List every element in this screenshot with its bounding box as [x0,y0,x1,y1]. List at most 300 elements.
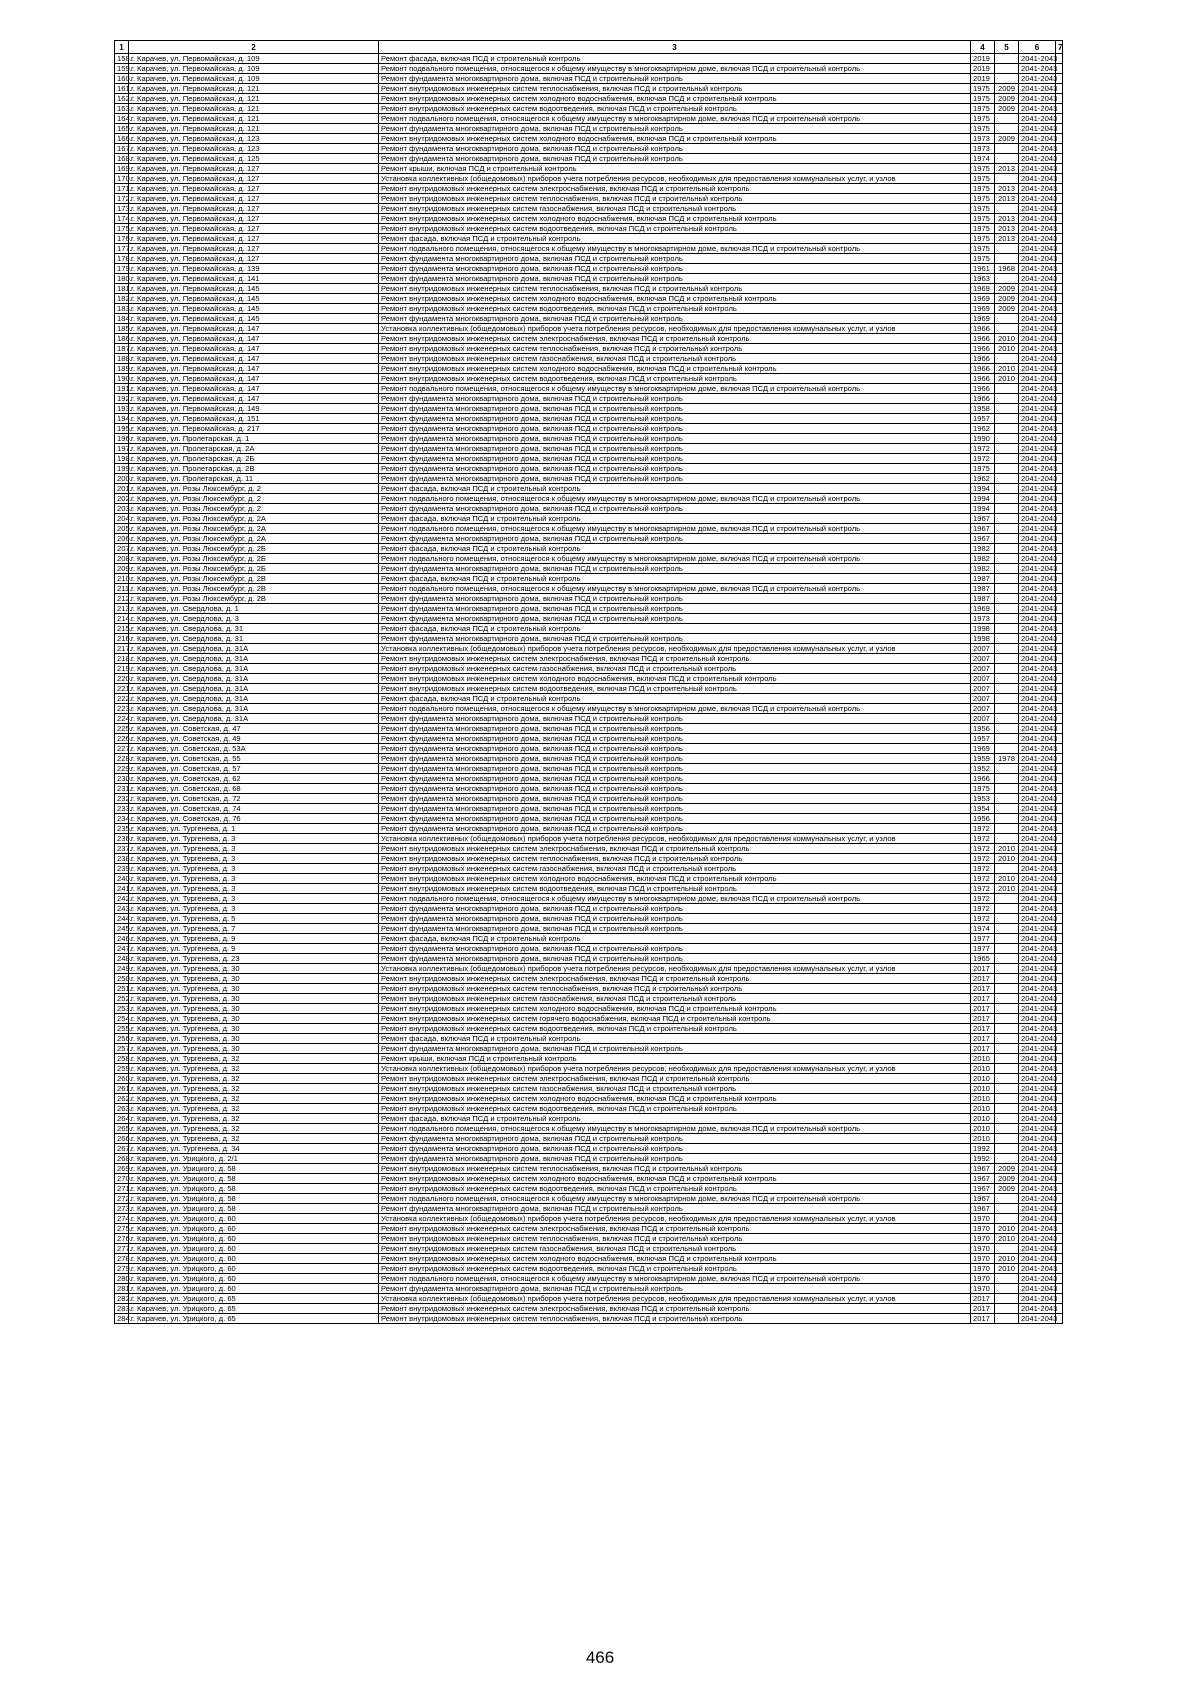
build-year-cell: 1966 [971,344,995,354]
table-row [115,844,1063,854]
address-cell: г. Карачев, ул. Пролетарская, д. 1 [129,434,379,444]
row-number-cell: 233. [115,804,129,814]
build-year-cell: 1975 [971,124,995,134]
row-number-cell: 174. [115,214,129,224]
address-cell: г. Карачев, ул. Первомайская, д. 147 [129,334,379,344]
planned-period-cell: 2041-2043 [1019,654,1056,664]
build-year-cell: 2007 [971,644,995,654]
planned-period-cell: 2041-2043 [1019,264,1056,274]
row-number-cell: 217. [115,644,129,654]
work-description-cell: Ремонт внутридомовых инженерных систем холодного водоснабжения, включая ПСД и строительный контроль [379,214,971,224]
planned-period-cell: 2041-2043 [1019,1284,1056,1294]
row-number-cell: 260. [115,1074,129,1084]
build-year-cell: 2017 [971,1304,995,1314]
work-description-cell: Ремонт фундамента многоквартирного дома, включая ПСД и строительный контроль [379,1144,971,1154]
last-repair-year-cell [995,764,1019,774]
planned-period-cell: 2041-2043 [1019,1034,1056,1044]
last-repair-year-cell [995,724,1019,734]
row-number-cell: 169. [115,164,129,174]
address-cell: г. Карачев, ул. Первомайская, д. 139 [129,264,379,274]
address-cell: г. Карачев, ул. Первомайская, д. 127 [129,244,379,254]
address-cell: г. Карачев, ул. Урицкого, д. 60 [129,1234,379,1244]
last-repair-year-cell [995,404,1019,414]
address-cell: г. Карачев, ул. Первомайская, д. 123 [129,144,379,154]
planned-period-cell: 2041-2043 [1019,314,1056,324]
address-cell: г. Карачев, ул. Первомайская, д. 127 [129,234,379,244]
build-year-cell: 1975 [971,114,995,124]
address-cell: г. Карачев, ул. Тургенева, д. 5 [129,914,379,924]
address-cell: г. Карачев, ул. Тургенева, д. 3 [129,834,379,844]
row-number-cell: 188. [115,354,129,364]
table-row [115,704,1063,714]
row-number-cell: 253. [115,1004,129,1014]
build-year-cell: 1954 [971,804,995,814]
work-description-cell: Ремонт фундамента многоквартирного дома, включая ПСД и строительный контроль [379,944,971,954]
work-description-cell: Ремонт внутридомовых инженерных систем теплоснабжения, включая ПСД и строительный контроль [379,84,971,94]
build-year-cell: 2017 [971,1034,995,1044]
build-year-cell: 1972 [971,834,995,844]
address-cell: г. Карачев, ул. Советская, д. 68 [129,784,379,794]
row-number-cell: 248. [115,954,129,964]
planned-period-cell: 2041-2043 [1019,1114,1056,1124]
build-year-cell: 1970 [971,1284,995,1294]
address-cell: г. Карачев, ул. Урицкого, д. 58 [129,1174,379,1184]
planned-period-cell: 2041-2043 [1019,864,1056,874]
planned-period-cell: 2041-2043 [1019,554,1056,564]
build-year-cell: 1965 [971,954,995,964]
last-repair-year-cell: 2009 [995,94,1019,104]
address-cell: г. Карачев, ул. Первомайская, д. 127 [129,224,379,234]
row-number-cell: 197. [115,444,129,454]
table-row [115,54,1063,64]
row-number-cell: 251. [115,984,129,994]
row-number-cell: 213. [115,604,129,614]
row-number-cell: 238. [115,854,129,864]
last-repair-year-cell [995,454,1019,464]
build-year-cell: 1975 [971,104,995,114]
work-description-cell: Ремонт фундамента многоквартирного дома, включая ПСД и строительный контроль [379,774,971,784]
address-cell: г. Карачев, ул. Тургенева, д. 3 [129,844,379,854]
build-year-cell: 1992 [971,1154,995,1164]
row-number-cell: 166. [115,134,129,144]
last-repair-year-cell: 2010 [995,1254,1019,1264]
build-year-cell: 1987 [971,584,995,594]
planned-period-cell: 2041-2043 [1019,1104,1056,1114]
row-number-cell: 227. [115,744,129,754]
address-cell: г. Карачев, ул. Тургенева, д. 3 [129,894,379,904]
work-description-cell: Ремонт фундамента многоквартирного дома, включая ПСД и строительный контроль [379,954,971,964]
work-description-cell: Ремонт внутридомовых инженерных систем газоснабжения, включая ПСД и строительный контроль [379,1084,971,1094]
address-cell: г. Карачев, ул. Первомайская, д. 121 [129,94,379,104]
planned-period-cell: 2041-2043 [1019,444,1056,454]
table-row [115,564,1063,574]
row-number-cell: 276. [115,1234,129,1244]
row-number-cell: 175. [115,224,129,234]
work-description-cell: Ремонт подвального помещения, относящегося к общему имуществу в многоквартирном доме, включая ПСД и строительный контроль [379,1194,971,1204]
work-description-cell: Ремонт фундамента многоквартирного дома, включая ПСД и строительный контроль [379,724,971,734]
work-description-cell: Ремонт фундамента многоквартирного дома, включая ПСД и строительный контроль [379,314,971,324]
last-repair-year-cell [995,1124,1019,1134]
address-cell: г. Карачев, ул. Первомайская, д. 145 [129,284,379,294]
planned-period-cell: 2041-2043 [1019,84,1056,94]
table-row [115,1264,1063,1274]
build-year-cell: 2019 [971,64,995,74]
row-number-cell: 228. [115,754,129,764]
table-row [115,1314,1063,1324]
planned-period-cell: 2041-2043 [1019,914,1056,924]
row-number-cell: 278. [115,1254,129,1264]
build-year-cell: 2007 [971,714,995,724]
build-year-cell: 1977 [971,944,995,954]
last-repair-year-cell: 2010 [995,854,1019,864]
build-year-cell: 1957 [971,414,995,424]
work-description-cell: Ремонт внутридомовых инженерных систем теплоснабжения, включая ПСД и строительный контроль [379,194,971,204]
last-repair-year-cell [995,624,1019,634]
row-number-cell: 230. [115,774,129,784]
row-number-cell: 221. [115,684,129,694]
table-row [115,474,1063,484]
build-year-cell: 1975 [971,184,995,194]
address-cell: г. Карачев, ул. Урицкого, д. 60 [129,1244,379,1254]
address-cell: г. Карачев, ул. Урицкого, д. 60 [129,1224,379,1234]
row-number-cell: 235. [115,824,129,834]
last-repair-year-cell: 2009 [995,294,1019,304]
build-year-cell: 1967 [971,1184,995,1194]
table-row [115,264,1063,274]
build-year-cell: 1975 [971,174,995,184]
work-description-cell: Ремонт внутридомовых инженерных систем холодного водоснабжения, включая ПСД и строительный контроль [379,364,971,374]
last-repair-year-cell [995,1144,1019,1154]
last-repair-year-cell: 2013 [995,164,1019,174]
last-repair-year-cell [995,914,1019,924]
table-row [115,734,1063,744]
row-number-cell: 201. [115,484,129,494]
last-repair-year-cell [995,114,1019,124]
address-cell: г. Карачев, ул. Урицкого, д. 60 [129,1284,379,1294]
build-year-cell: 1972 [971,854,995,864]
address-cell: г. Карачев, ул. Тургенева, д. 32 [129,1084,379,1094]
work-description-cell: Ремонт фасада, включая ПСД и строительный контроль [379,544,971,554]
build-year-cell: 1967 [971,524,995,534]
last-repair-year-cell: 2009 [995,134,1019,144]
work-description-cell: Ремонт фасада, включая ПСД и строительный контроль [379,484,971,494]
table-row [115,204,1063,214]
planned-period-cell: 2041-2043 [1019,824,1056,834]
table-row [115,374,1063,384]
build-year-cell: 1975 [971,254,995,264]
row-number-cell: 265. [115,1124,129,1134]
row-number-cell: 187. [115,344,129,354]
address-cell: г. Карачев, ул. Тургенева, д. 30 [129,1004,379,1014]
last-repair-year-cell [995,124,1019,134]
page-number: 466 [585,1648,615,1667]
table-row [115,994,1063,1004]
table-row [115,764,1063,774]
build-year-cell: 1974 [971,924,995,934]
planned-period-cell: 2041-2043 [1019,924,1056,934]
address-cell: г. Карачев, ул. Тургенева, д. 1 [129,824,379,834]
table-row [115,654,1063,664]
address-cell: г. Карачев, ул. Тургенева, д. 32 [129,1064,379,1074]
last-repair-year-cell [995,864,1019,874]
last-repair-year-cell: 2010 [995,344,1019,354]
build-year-cell: 1994 [971,484,995,494]
planned-period-cell: 2041-2043 [1019,974,1056,984]
last-repair-year-cell [995,384,1019,394]
planned-period-cell: 2041-2043 [1019,1154,1056,1164]
work-description-cell: Ремонт фундамента многоквартирного дома, включая ПСД и строительный контроль [379,1134,971,1144]
planned-period-cell: 2041-2043 [1019,1084,1056,1094]
work-description-cell: Ремонт внутридомовых инженерных систем холодного водоснабжения, включая ПСД и строительный контроль [379,1174,971,1184]
row-number-cell: 261. [115,1084,129,1094]
table-row [115,134,1063,144]
last-repair-year-cell [995,1284,1019,1294]
work-description-cell: Ремонт внутридомовых инженерных систем горячего водоснабжения, включая ПСД и строительный контроль [379,1014,971,1024]
work-description-cell: Ремонт фундамента многоквартирного дома, включая ПСД и строительный контроль [379,74,971,84]
table-row [115,984,1063,994]
work-description-cell: Ремонт внутридомовых инженерных систем электроснабжения, включая ПСД и строительный контроль [379,1224,971,1234]
build-year-cell: 1972 [971,894,995,904]
work-description-cell: Ремонт внутридомовых инженерных систем электроснабжения, включая ПСД и строительный контроль [379,844,971,854]
row-number-cell: 245. [115,924,129,934]
work-description-cell: Ремонт внутридомовых инженерных систем теплоснабжения, включая ПСД и строительный контроль [379,984,971,994]
address-cell: г. Карачев, ул. Свердлова, д. 3 [129,614,379,624]
planned-period-cell: 2041-2043 [1019,154,1056,164]
work-description-cell: Установка коллективных (общедомовых) приборов учета потребления ресурсов, необходимых для предоставления коммунальных услуг, и узлов [379,1294,971,1304]
work-description-cell: Ремонт фундамента многоквартирного дома, включая ПСД и строительный контроль [379,594,971,604]
planned-period-cell: 2041-2043 [1019,614,1056,624]
build-year-cell: 2017 [971,1044,995,1054]
row-number-cell: 273. [115,1204,129,1214]
table-row [115,274,1063,284]
table-row [115,854,1063,864]
row-number-cell: 212. [115,594,129,604]
row-number-cell: 158. [115,54,129,64]
planned-period-cell: 2041-2043 [1019,964,1056,974]
row-number-cell: 194. [115,414,129,424]
row-number-cell: 184. [115,314,129,324]
row-number-cell: 208. [115,554,129,564]
table-row [115,1124,1063,1134]
planned-period-cell: 2041-2043 [1019,104,1056,114]
planned-period-cell: 2041-2043 [1019,194,1056,204]
row-number-cell: 177. [115,244,129,254]
planned-period-cell: 2041-2043 [1019,1314,1056,1324]
table-row [115,774,1063,784]
row-number-cell: 189. [115,364,129,374]
table-row [115,754,1063,764]
last-repair-year-cell [995,274,1019,284]
address-cell: г. Карачев, ул. Урицкого, д. 60 [129,1254,379,1264]
address-cell: г. Карачев, ул. Первомайская, д. 109 [129,64,379,74]
address-cell: г. Карачев, ул. Тургенева, д. 9 [129,944,379,954]
last-repair-year-cell [995,784,1019,794]
work-description-cell: Ремонт подвального помещения, относящегося к общему имуществу в многоквартирном доме, включая ПСД и строительный контроль [379,584,971,594]
table-row [115,1034,1063,1044]
work-description-cell: Ремонт фундамента многоквартирного дома, включая ПСД и строительный контроль [379,634,971,644]
row-number-cell: 250. [115,974,129,984]
last-repair-year-cell: 2013 [995,194,1019,204]
work-description-cell: Ремонт фундамента многоквартирного дома, включая ПСД и строительный контроль [379,444,971,454]
build-year-cell: 1963 [971,274,995,284]
address-cell: г. Карачев, ул. Тургенева, д. 3 [129,874,379,884]
last-repair-year-cell: 2010 [995,1264,1019,1274]
table-row [115,234,1063,244]
row-number-cell: 284. [115,1314,129,1324]
planned-period-cell: 2041-2043 [1019,644,1056,654]
work-description-cell: Ремонт внутридомовых инженерных систем холодного водоснабжения, включая ПСД и строительный контроль [379,294,971,304]
table-row [115,794,1063,804]
work-description-cell: Ремонт внутридомовых инженерных систем электроснабжения, включая ПСД и строительный контроль [379,184,971,194]
table-row [115,404,1063,414]
build-year-cell: 1975 [971,234,995,244]
table-row [115,114,1063,124]
row-number-cell: 243. [115,904,129,914]
build-year-cell: 1982 [971,544,995,554]
build-year-cell: 1970 [971,1274,995,1284]
planned-period-cell: 2041-2043 [1019,544,1056,554]
row-number-cell: 211. [115,584,129,594]
last-repair-year-cell: 1968 [995,264,1019,274]
table-row [115,634,1063,644]
build-year-cell: 1969 [971,604,995,614]
address-cell: г. Карачев, ул. Пролетарская, д. 2А [129,444,379,454]
table-row [115,464,1063,474]
build-year-cell: 1970 [971,1234,995,1244]
address-cell: г. Карачев, ул. Свердлова, д. 31А [129,684,379,694]
address-cell: г. Карачев, ул. Свердлова, д. 31А [129,704,379,714]
last-repair-year-cell [995,894,1019,904]
row-number-cell: 229. [115,764,129,774]
planned-period-cell: 2041-2043 [1019,664,1056,674]
row-number-cell: 205. [115,524,129,534]
work-description-cell: Ремонт крыши, включая ПСД и строительный контроль [379,164,971,174]
work-description-cell: Ремонт фундамента многоквартирного дома, включая ПСД и строительный контроль [379,914,971,924]
table-row [115,744,1063,754]
last-repair-year-cell [995,644,1019,654]
build-year-cell: 1975 [971,164,995,174]
row-number-cell: 191. [115,384,129,394]
row-number-cell: 252. [115,994,129,1004]
table-row [115,224,1063,234]
planned-period-cell: 2041-2043 [1019,1024,1056,1034]
address-cell: г. Карачев, ул. Розы Люксембург, д. 2Б [129,544,379,554]
row-number-cell: 262. [115,1094,129,1104]
table-row [115,194,1063,204]
address-cell: г. Карачев, ул. Тургенева, д. 3 [129,884,379,894]
planned-period-cell: 2041-2043 [1019,124,1056,134]
address-cell: г. Карачев, ул. Первомайская, д. 109 [129,54,379,64]
address-cell: г. Карачев, ул. Советская, д. 47 [129,724,379,734]
row-number-cell: 164. [115,114,129,124]
address-cell: г. Карачев, ул. Тургенева, д. 23 [129,954,379,964]
build-year-cell: 1966 [971,384,995,394]
last-repair-year-cell: 2009 [995,1174,1019,1184]
address-cell: г. Карачев, ул. Первомайская, д. 145 [129,304,379,314]
row-number-cell: 206. [115,534,129,544]
planned-period-cell: 2041-2043 [1019,814,1056,824]
last-repair-year-cell [995,774,1019,784]
table-row [115,434,1063,444]
build-year-cell: 1967 [971,1174,995,1184]
planned-period-cell: 2041-2043 [1019,1224,1056,1234]
last-repair-year-cell [995,1314,1019,1324]
planned-period-cell: 2041-2043 [1019,204,1056,214]
row-number-cell: 165. [115,124,129,134]
planned-period-cell: 2041-2043 [1019,834,1056,844]
table-row [115,1084,1063,1094]
table-row [115,1154,1063,1164]
build-year-cell: 1966 [971,324,995,334]
build-year-cell: 2007 [971,704,995,714]
build-year-cell: 2010 [971,1124,995,1134]
table-row [115,784,1063,794]
address-cell: г. Карачев, ул. Первомайская, д. 141 [129,274,379,284]
table-row [115,524,1063,534]
row-number-cell: 222. [115,694,129,704]
planned-period-cell: 2041-2043 [1019,754,1056,764]
planned-period-cell: 2041-2043 [1019,1014,1056,1024]
address-cell: г. Карачев, ул. Советская, д. 57 [129,764,379,774]
row-number-cell: 185. [115,324,129,334]
last-repair-year-cell: 2010 [995,1234,1019,1244]
work-description-cell: Ремонт фундамента многоквартирного дома, включая ПСД и строительный контроль [379,924,971,934]
build-year-cell: 2010 [971,1064,995,1074]
build-year-cell: 2017 [971,994,995,1004]
build-year-cell: 1970 [971,1254,995,1264]
column-header-2: 2 [129,41,379,54]
address-cell: г. Карачев, ул. Тургенева, д. 32 [129,1104,379,1114]
last-repair-year-cell: 2013 [995,214,1019,224]
work-description-cell: Ремонт подвального помещения, относящегося к общему имуществу в многоквартирном доме, включая ПСД и строительный контроль [379,524,971,534]
table-row [115,1284,1063,1294]
build-year-cell: 2017 [971,1004,995,1014]
planned-period-cell: 2041-2043 [1019,854,1056,864]
planned-period-cell: 2041-2043 [1019,434,1056,444]
last-repair-year-cell [995,584,1019,594]
work-description-cell: Ремонт внутридомовых инженерных систем холодного водоснабжения, включая ПСД и строительный контроль [379,674,971,684]
work-description-cell: Ремонт фундамента многоквартирного дома, включая ПСД и строительный контроль [379,744,971,754]
last-repair-year-cell [995,1084,1019,1094]
row-number-cell: 258. [115,1054,129,1064]
build-year-cell: 1975 [971,784,995,794]
table-row [115,94,1063,104]
planned-period-cell: 2041-2043 [1019,984,1056,994]
work-description-cell: Ремонт фундамента многоквартирного дома, включая ПСД и строительный контроль [379,124,971,134]
row-number-cell: 224. [115,714,129,724]
row-number-cell: 236. [115,834,129,844]
address-cell: г. Карачев, ул. Тургенева, д. 32 [129,1054,379,1064]
planned-period-cell: 2041-2043 [1019,404,1056,414]
table-row [115,444,1063,454]
build-year-cell: 1969 [971,314,995,324]
work-description-cell: Ремонт внутридомовых инженерных систем газоснабжения, включая ПСД и строительный контроль [379,864,971,874]
table-row [115,534,1063,544]
planned-period-cell: 2041-2043 [1019,734,1056,744]
work-description-cell: Ремонт фундамента многоквартирного дома, включая ПСД и строительный контроль [379,414,971,424]
planned-period-cell: 2041-2043 [1019,414,1056,424]
table-row [115,1044,1063,1054]
address-cell: г. Карачев, ул. Тургенева, д. 3 [129,904,379,914]
last-repair-year-cell: 2009 [995,284,1019,294]
work-description-cell: Ремонт внутридомовых инженерных систем водоотведения, включая ПСД и строительный контроль [379,304,971,314]
planned-period-cell: 2041-2043 [1019,884,1056,894]
table-row [115,624,1063,634]
address-cell: г. Карачев, ул. Первомайская, д. 121 [129,114,379,124]
last-repair-year-cell [995,1204,1019,1214]
table-row [115,834,1063,844]
table-row [115,64,1063,74]
